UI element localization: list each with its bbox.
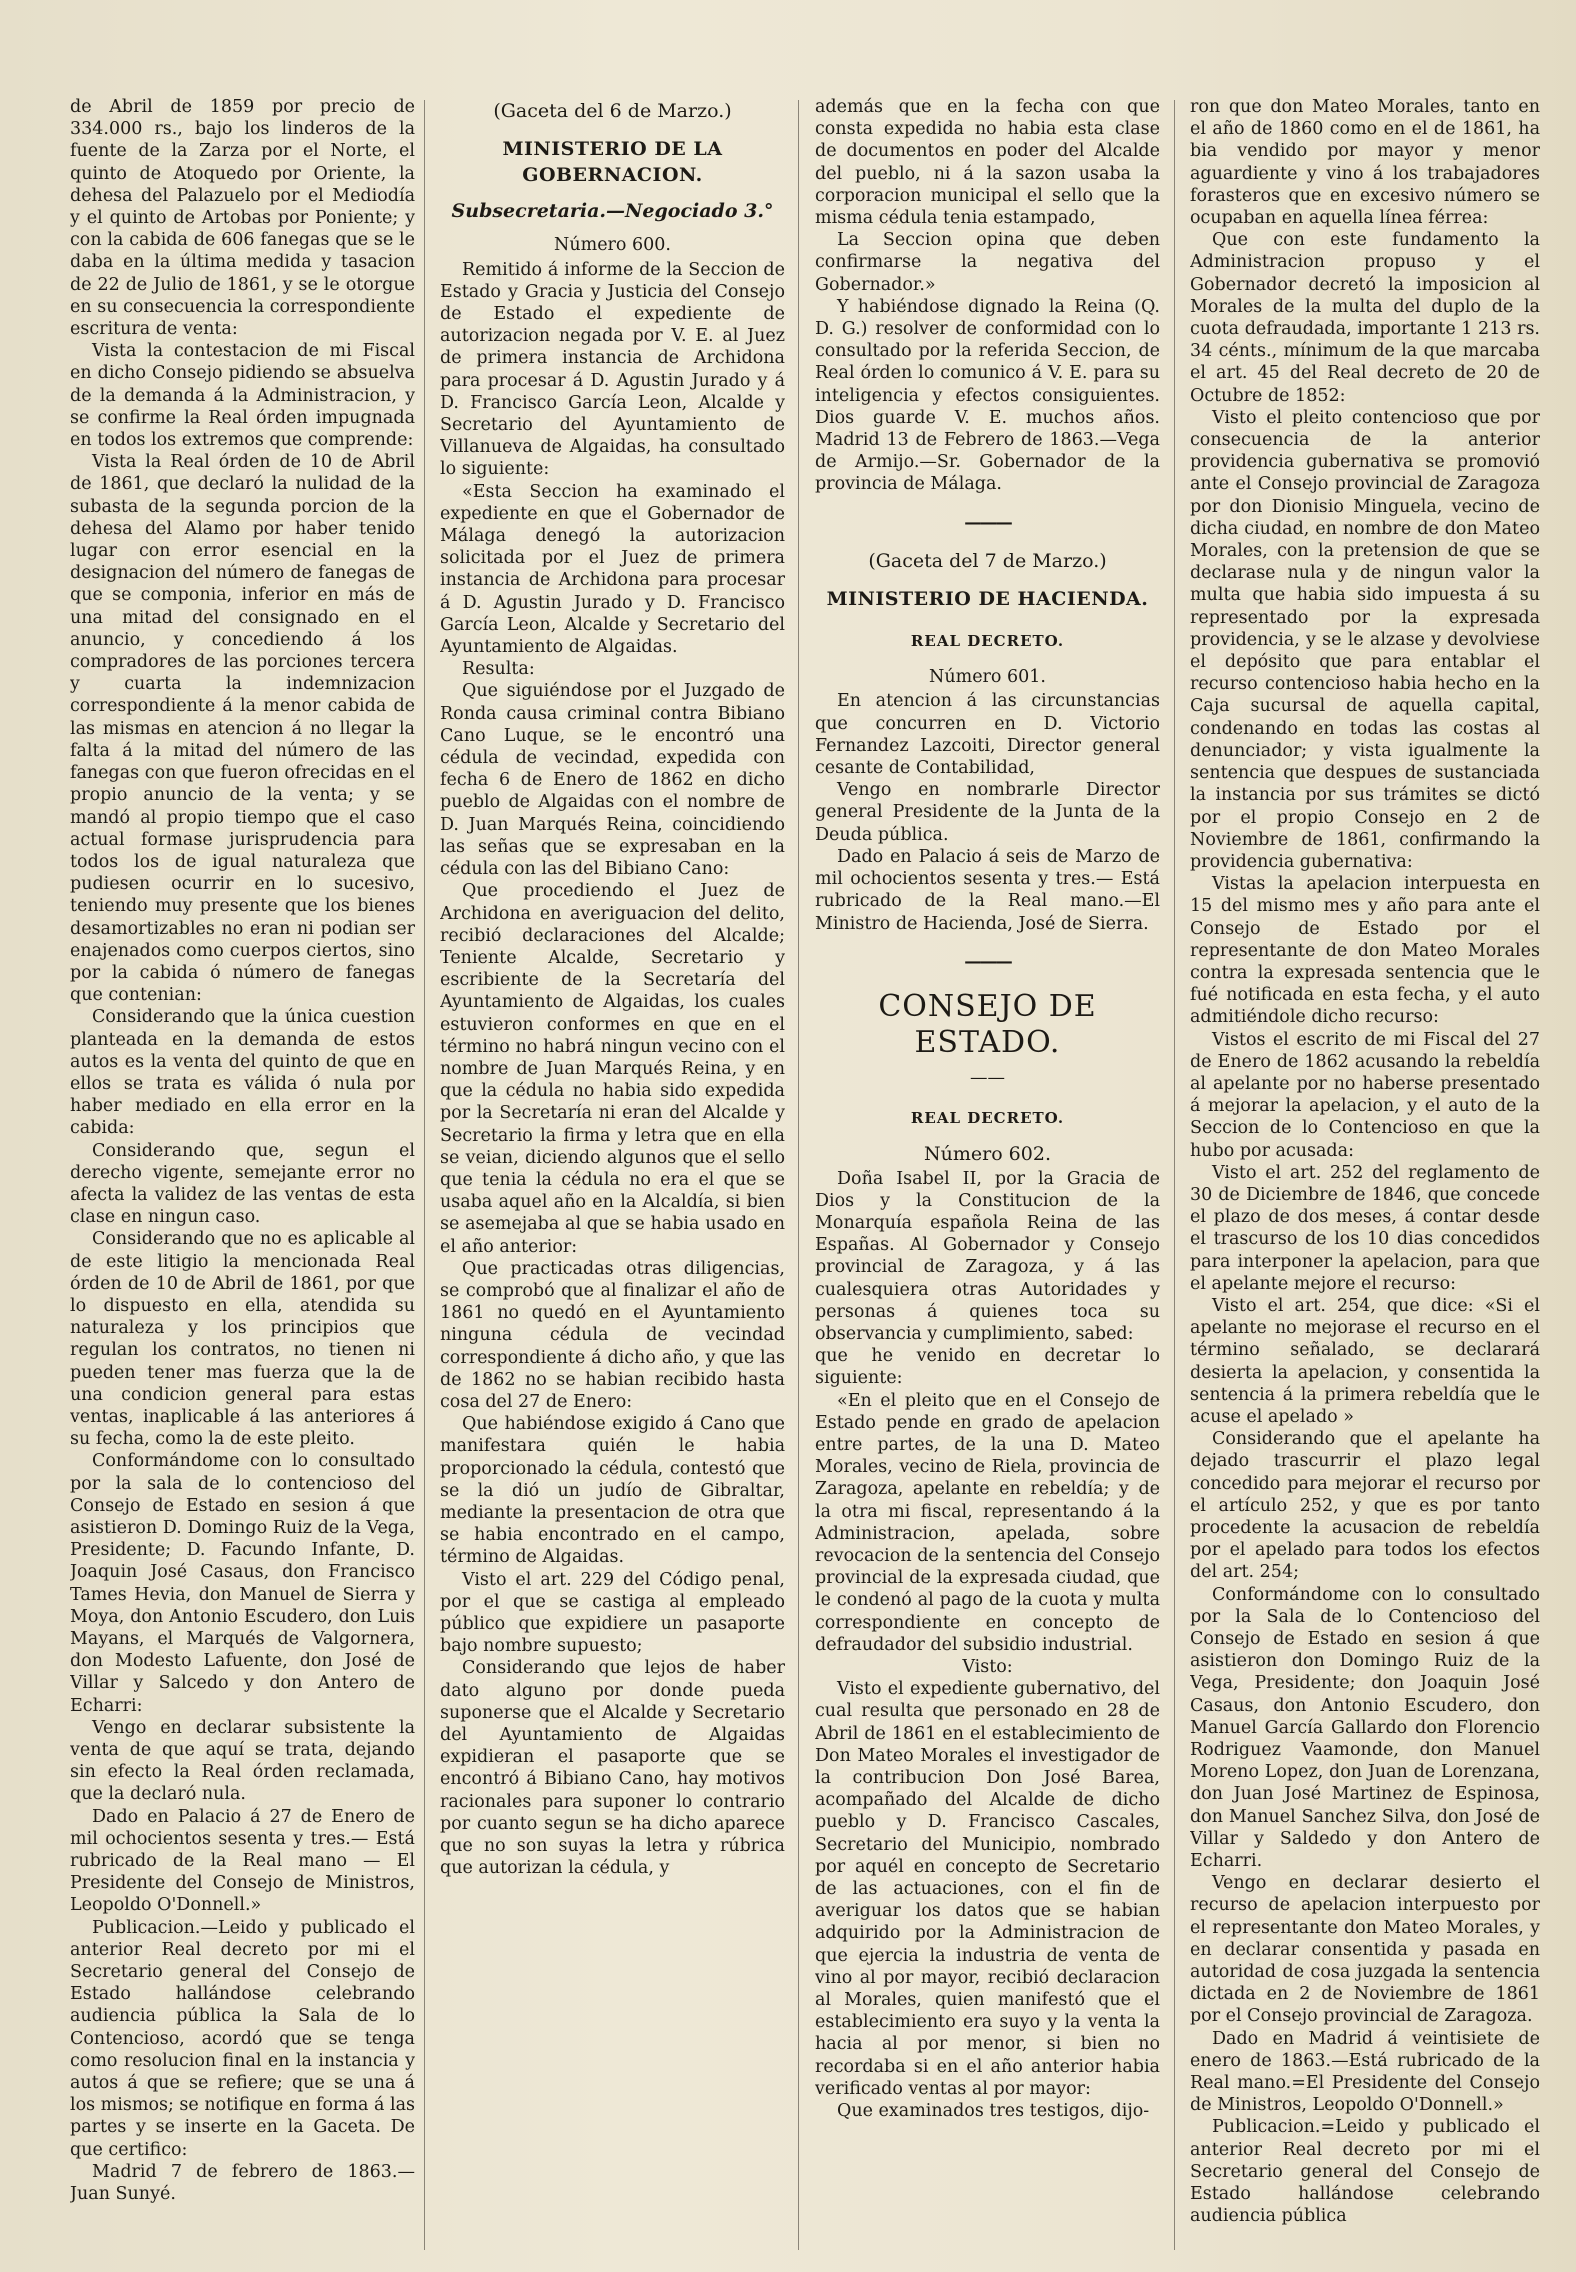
- paragraph: «En el pleito que en el Consejo de Estado pende en grado de apelacion entre partes, de la una D. Mateo Morales, vecino de Riela, provincia de Zaragoza, apelante en rebeldía; y de la otra mi fiscal, representando á la Administracion, apelada, sobre revocacion de la sentencia del Consejo provincial de la expresada ciudad, que le condenó al pago de la cuota y multa correspondiente en concepto de defraudador del subsidio industrial.: [815, 1390, 1160, 1655]
- paragraph: La Seccion opina que deben confirmarse la negativa del Gobernador.»: [815, 230, 1160, 295]
- column-rule: [798, 100, 799, 2250]
- paragraph: Dado en Madrid á veintisiete de enero de 1863.—Está rubricado de la Real mano.=El Presidente del Consejo de Ministros, Leopoldo O'Donnell.»: [1190, 2028, 1540, 2116]
- column-rule: [1174, 100, 1175, 2250]
- paragraph: Vengo en nombrarle Director general Presidente de la Junta de la Deuda pública.: [815, 780, 1160, 845]
- column-rule: [424, 100, 425, 2250]
- section-separator: ——: [970, 1067, 1005, 1088]
- paragraph: que he venido en decretar lo siguiente:: [815, 1346, 1160, 1389]
- paragraph: Considerando que, segun el derecho vigente, semejante error no afecta la validez de las ventas de esta clase en ningun caso.: [70, 1140, 415, 1228]
- section-separator: ———: [964, 951, 1011, 972]
- number-heading: Número 600.: [554, 235, 671, 256]
- paragraph: Remitido á informe de la Seccion de Estado y Gracia y Justicia del Consejo de Estado el expediente de autorizacion negada por V. E. al Juez de primera instancia de Archidona para procesar á D. Agustin Jurado y á D. Francisco García Leon, Alcalde y Secretario del Ayuntamiento de Villanueva de Algaidas, ha consultado lo siguiente:: [440, 259, 785, 480]
- paragraph: Vista la Real órden de 10 de Abril de 1861, que declaró la nulidad de la subasta de la segunda porcion de la dehesa del Alamo por haber tenido lugar con error esencial en la designacion del número de fanegas de que se componia, inferior en más de una mitad del consignado en el anuncio, y concediendo á los compradores de las porciones tercera y cuarta la indemnizacion correspondiente á la menor cabida de las mismas en atencion á no llegar la falta á la mitad del número de las fanegas con que fueron ofrecidas en el propio anuncio de la venta; y se mandó al propio tiempo que el caso actual formase jurisprudencia para todos los de igual naturaleza que pudiesen ocurrir en lo sucesivo, teniendo muy presente que los bienes desamortizables no eran ni podian ser enajenados como cuerpos ciertos, sino por la cabida ó número de fanegas que contenian:: [70, 452, 415, 1006]
- ministry-heading: MINISTERIO DE LA GOBERNACION.: [502, 138, 723, 187]
- ministry-heading: MINISTERIO DE HACIENDA.: [826, 588, 1149, 611]
- paragraph: Vista la contestacion de mi Fiscal en dicho Consejo pidiendo se absuelva de la demanda á la Administracion, y se confirme la Real órden impugnada en todos los extremos que comprende:: [70, 341, 415, 451]
- number-heading: Número 601.: [929, 667, 1046, 688]
- paragraph: Vengo en declarar subsistente la venta de que aquí se trata, dejando sin efecto la Real órden reclamada, que la declaró nula.: [70, 1717, 415, 1805]
- number-heading: Número 602.: [924, 1143, 1051, 1166]
- paragraph: Visto el art. 252 del reglamento de 30 de Diciembre de 1846, que concede el plazo de dos meses, á contar desde el trascurso de los 10 dias concedidos para interponer la apelacion, para que el apelante mejore el recurso:: [1190, 1162, 1540, 1294]
- paragraph: Que habiéndose exigido á Cano que manifestara quién le habia proporcionado la cédula, contestó que se la dió un judío de Gibraltar, mediante la presentacion de otra que se habia encontrado en el campo, término de Algaidas.: [440, 1414, 785, 1568]
- paragraph: Vistas la apelacion interpuesta en 15 del mismo mes y año para ante el Consejo de Estado por el representante de don Mateo Morales contra la expresada sentencia que le fué notificada en esta fecha, y el auto admitiéndole dicho recurso:: [1190, 874, 1540, 1028]
- paragraph: Publicacion.—Leido y publicado el anterior Real decreto por mi el Secretario general del Consejo de Estado hallándose celebrando audiencia pública la Sala de lo Contencioso, acordó que se tenga como resolucion final en la instancia y autos á que se refiere; que se una á los mismos; se notifique en forma á las partes y se inserte en la Gaceta. De que certifico:: [70, 1917, 415, 2160]
- paragraph: Que procediendo el Juez de Archidona en averiguacion del delito, recibió declaraciones del Alcalde; Teniente Alcalde, Secretario y escribiente de la Secretaría del Ayuntamiento de Algaidas, los cuales estuvieron conformes en que en el término no habrá ningun vecino con el nombre de Juan Marqués Reina, y en que la cédula no habia sido expedida por la Secretaría ni eran del Alcalde y Secretario la firma y letra que en ella se veian, diciendo algunos que el sello que tenia la cédula no era el que se usaba aquel año en la Alcaldía, si bien se asemejaba al que se habia usado en el año anterior:: [440, 881, 785, 1257]
- paragraph: además que en la fecha con que consta expedida no habia esta clase de documentos en poder del Alcalde del pueblo, ni á la sazon usaba la corporacion municipal el sello que la misma cédula tenia estampado,: [815, 97, 1160, 229]
- paragraph: Publicacion.=Leido y publicado el anterior Real decreto por mi el Secretario general del Consejo de Estado hallándose celebrando audiencia pública: [1190, 2117, 1540, 2227]
- paragraph: Visto el art. 229 del Código penal, por el que se castiga al empleado público que expidiere un pasaporte bajo nombre supuesto;: [440, 1569, 785, 1657]
- paragraph: Que practicadas otras diligencias, se comprobó que al finalizar el año de 1861 no quedó en el Ayuntamiento ninguna cédula de vecindad correspondiente á dicho año, y que las de 1862 no se habian recibido hasta cosa del 27 de Enero:: [440, 1258, 785, 1412]
- paragraph: Vistos el escrito de mi Fiscal del 27 de Enero de 1862 acusando la rebeldía al apelante por no haberse presentado á mejorar la apelacion, y el auto de la Seccion de lo Contencioso en que la hubo por acusada:: [1190, 1029, 1540, 1161]
- paragraph: Conformándome con lo consultado por la Sala de lo Contencioso del Consejo de Estado en sesion á que asistieron don Domingo Ruiz de la Vega, Presidente; don Joaquin José Casaus, don Antonio Escudero, don Manuel García Gallardo don Florencio Rodriguez Vaamonde, don Manuel Moreno Lopez, don Juan de Lorenzana, don Juan José Martinez de Espinosa, don Manuel Sanchez Silva, don José de Villar y Saldedo y don Antero de Echarri.: [1190, 1584, 1540, 1872]
- paragraph: de Abril de 1859 por precio de 334.000 rs., bajo los linderos de la fuente de la Zarza por el Norte, el quinto de Atoquedo por Oriente, la dehesa del Palazuelo por el Mediodía y el quinto de Artobas por Poniente; y con la cabida de 606 fanegas que se le daba en la última medida y tasacion de 22 de Julio de 1861, y se le otorgue en su consecuencia la correspondiente escritura de venta:: [70, 97, 415, 340]
- section-separator: ———: [964, 512, 1011, 533]
- paragraph: Doña Isabel II, por la Gracia de Dios y la Constitucion de la Monarquía española Reina de las Españas. Al Gobernador y Consejo provincial de Zaragoza, y á las cualesquiera otras Autoridades y personas á quienes toca su observancia y cumplimiento, sabed:: [815, 1168, 1160, 1344]
- column-4: [1190, 96, 1540, 2272]
- gaceta-date: (Gaceta del 7 de Marzo.): [868, 549, 1107, 572]
- consejo-heading: CONSEJO DE ESTADO.: [878, 988, 1097, 1060]
- paragraph: Y habiéndose dignado la Reina (Q. D. G.) resolver de conformidad con lo consultado por la referida Seccion, de Real órden lo comunico á V. E. para su inteligencia y efectos consiguientes. Dios guarde V. E. muchos años. Madrid 13 de Febrero de 1863.—Vega de Armijo.—Sr. Gobernador de la provincia de Málaga.: [815, 296, 1160, 495]
- paragraph: Dado en Palacio á 27 de Enero de mil ochocientos sesenta y tres.— Está rubricado de la Real mano — El Presidente del Consejo de Ministros, Leopoldo O'Donnell.»: [70, 1806, 415, 1916]
- paragraph: Considerando que no es aplicable al de este litigio la mencionada Real órden de 10 de Abril de 1861, por que lo dispuesto en ella, atendida su naturaleza y los principios que regulan los contratos, no tienen ni pueden tener mas fuerza que la de una condicion general para estas ventas, inaplicable á las anteriores á su fecha, como la de este pleito.: [70, 1229, 415, 1450]
- paragraph: En atencion á las circunstancias que concurren en D. Victorio Fernandez Lazcoiti, Director general cesante de Contabilidad,: [815, 691, 1160, 779]
- column-2: [440, 96, 785, 2272]
- paragraph: Conformándome con lo consultado por la sala de lo contencioso del Consejo de Estado en sesion á que asistieron D. Domingo Ruiz de la Vega, Presidente; D. Facundo Infante, D. Joaquin José Casaus, don Francisco Tames Hevia, don Manuel de Sierra y Moya, don Antonio Escudero, don Luis Mayans, el Marqués de Valgornera, don Modesto Lafuente, don José de Villar y Salcedo y don Antero de Echarri:: [70, 1451, 415, 1716]
- paragraph: Visto el expediente gubernativo, del cual resulta que personado en 28 de Abril de 1861 en el establecimiento de Don Mateo Morales el investigador de la contribucion Don José Barea, acompañado del Alcalde de dicho pueblo y D. Francisco Cascales, Secretario del Municipio, nombrado por aquél en concepto de Secretario de las actuaciones, con el fin de averiguar los datos que se habian adquirido por la Administracion de que ejercia la industria de venta de vino al por mayor, recibió declaracion al Morales, quien manifestó que el establecimiento era suyo y la venta la hacia al por menor, si bien no recordaba si en el año anterior habia verificado ventas al por mayor:: [815, 1679, 1160, 2099]
- real-decreto-heading: REAL DECRETO.: [910, 1109, 1065, 1128]
- gaceta-date: (Gaceta del 6 de Marzo.): [493, 100, 732, 122]
- paragraph: Que con este fundamento la Administracion propuso y el Gobernador decretó la imposicion al Morales de la multa del duplo de la cuota defraudada, importante 1 213 rs. 34 cénts., mínimum de la que marcaba el art. 45 del Real decreto de 20 de Octubre de 1852:: [1190, 230, 1540, 406]
- paragraph: Vengo en declarar desierto el recurso de apelacion interpuesto por el representante don Mateo Morales, y en declarar consentida y pasada en autoridad de cosa juzgada la sentencia dictada en 2 de Noviembre de 1861 por el Consejo provincial de Zaragoza.: [1190, 1873, 1540, 2027]
- paragraph: «Esta Seccion ha examinado el expediente en que el Gobernador de Málaga denegó la autorizacion solicitada por el Juez de primera instancia de Archidona para procesar á D. Agustin Jurado y D. Francisco García Leon, Alcalde y Secretario del Ayuntamiento de Algaidas.: [440, 481, 785, 658]
- paragraph: Visto el pleito contencioso que por consecuencia de la anterior providencia gubernativa se promovió ante el Consejo provincial de Zaragoza por don Dionisio Minguela, vecino de dicha ciudad, en nombre de don Mateo Morales, con la pretension de que se declarase nula y de ningun valor la multa que habia sido impuesta á su representado por la expresada providencia, y se le alzase y devolviese el depósito que para entablar el recurso contencioso habia hecho en la Caja sucursal de aquella capital, condenando en todas las costas al denunciador; y vista igualmente la sentencia que despues de sustanciada la instancia por sus trámites se dictó por el propio Consejo en 2 de Noviembre de 1861, confirmando la providencia gubernativa:: [1190, 407, 1540, 872]
- column-1: [70, 96, 415, 2236]
- paragraph: Considerando que el apelante ha dejado trascurrir el plazo legal concedido para mejorar el recurso por el artículo 252, y que es por tanto procedente la acusacion de rebeldía por el apelado para todos los efectos del art. 254;: [1190, 1429, 1540, 1583]
- paragraph: Visto el art. 254, que dice: «Si el apelante no mejorase el recurso en el término señalado, se declarará desierta la apelacion, y consentida la sentencia á la primera rebeldía que le acuse el apelado »: [1190, 1295, 1540, 1427]
- paragraph: Considerando que lejos de haber dato alguno por donde pueda suponerse que el Alcalde y Secretario del Ayuntamiento de Algaidas expidieran el pasaporte que se encontró á Bibiano Cano, hay motivos racionales para suponer lo contrario por cuanto segun se ha dicho aparece que no son suyas la letra y rúbrica que autorizan la cédula, y: [440, 1658, 785, 1879]
- signature-line: Madrid 7 de febrero de 1863.— Juan Sunyé.: [70, 2161, 415, 2205]
- paragraph: Considerando que la única cuestion planteada en la demanda de estos autos es la venta del quinto de que en ellos se trata es válida ó nula por haber mediado en ella error en la cabida:: [70, 1007, 415, 1139]
- real-decreto-heading: REAL DECRETO.: [910, 632, 1065, 651]
- paragraph: Dado en Palacio á seis de Marzo de mil ochocientos sesenta y tres.— Está rubricado de la Real mano.—El Ministro de Hacienda, José de Sierra.: [815, 846, 1160, 934]
- paragraph: Resulta:: [462, 659, 535, 680]
- paragraph: ron que don Mateo Morales, tanto en el año de 1860 como en el de 1861, ha bia vendido por mayor y menor aguardiente y vino á los trabajadores forasteros que en excesivo número se ocupaban en aquella línea férrea:: [1190, 97, 1540, 229]
- visto-heading: Visto:: [962, 1656, 1013, 1677]
- column-3: [815, 96, 1160, 2272]
- paragraph: Que examinados tres testigos, dijo-: [837, 2101, 1150, 2122]
- paragraph: Que siguiéndose por el Juzgado de Ronda causa criminal contra Bibiano Cano Luque, se le encontró una cédula de vecindad, expedida con fecha 6 de Enero de 1862 en dicho pueblo de Algaidas con el nombre de D. Juan Marqués Reina, coincidiendo las señas que se expresaban en la cédula con las del Bibiano Cano:: [440, 681, 785, 880]
- subsecretaria-heading: Subsecretaria.—Negociado 3.°: [451, 200, 774, 223]
